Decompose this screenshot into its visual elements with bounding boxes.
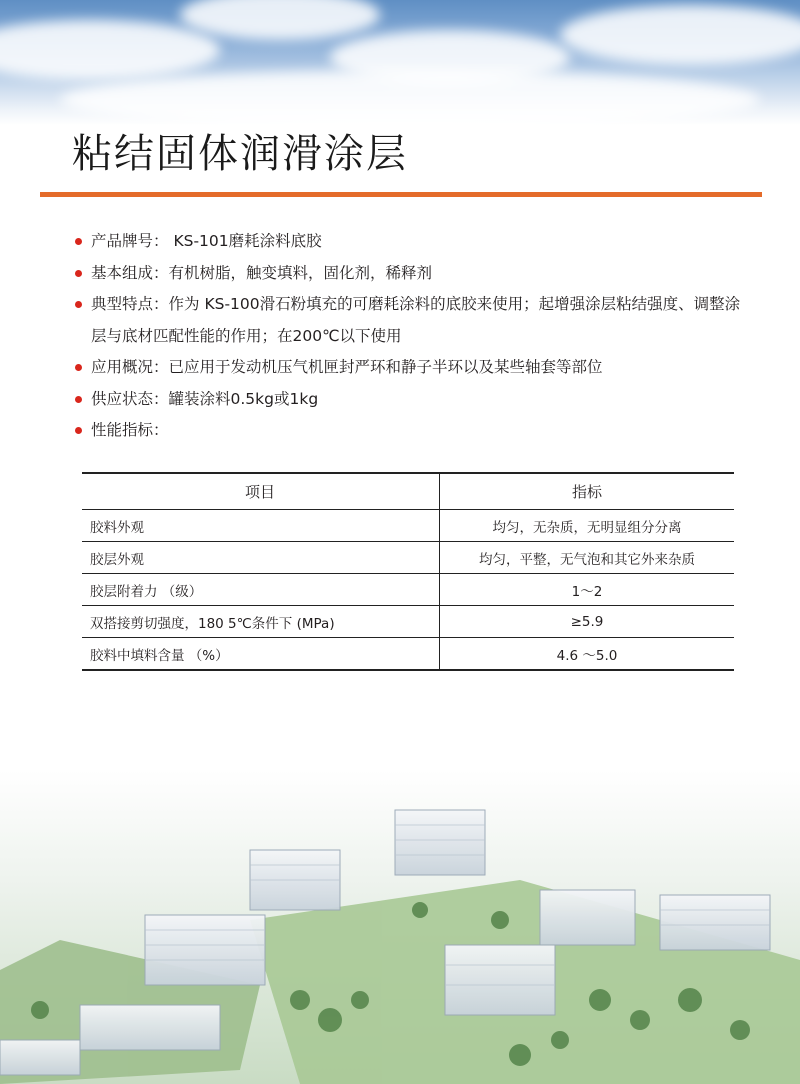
list-item bbox=[75, 289, 755, 352]
table-row bbox=[82, 638, 734, 671]
item-text: 有机树脂，触变填料，固化剂，稀释剂 bbox=[168, 263, 433, 282]
sky-banner bbox=[0, 0, 800, 125]
cell-item: 胶层附着力 （级） bbox=[82, 574, 440, 606]
table-header-row bbox=[82, 473, 734, 510]
bullet-icon bbox=[75, 427, 82, 434]
item-label: 供应状态： bbox=[91, 389, 169, 408]
item-label: 应用概况： bbox=[91, 358, 169, 376]
header-item: 项目 bbox=[82, 473, 440, 510]
list-item bbox=[75, 226, 755, 258]
item-label: 产品牌号： bbox=[91, 232, 169, 250]
campus-illustration bbox=[0, 770, 800, 1084]
table-row bbox=[82, 510, 734, 542]
cell-spec: 1～2 bbox=[440, 574, 735, 606]
bullet-icon bbox=[75, 238, 82, 245]
item-label: 基本组成： bbox=[91, 263, 169, 282]
table-row bbox=[82, 574, 734, 606]
spec-list bbox=[75, 226, 755, 447]
bullet-icon bbox=[75, 270, 82, 277]
bullet-icon bbox=[75, 301, 82, 308]
cell-spec: 4.6 ～5.0 bbox=[556, 647, 618, 664]
cell-spec: ≥5.9 bbox=[440, 606, 735, 638]
list-item bbox=[75, 352, 755, 384]
table-row bbox=[82, 606, 734, 638]
header-spec: 指标 bbox=[440, 473, 735, 510]
bullet-icon bbox=[75, 364, 82, 371]
item-text: 作为 KS-100滑石粉填充的可磨耗涂料的底胶来使用；起增强涂层粘结强度、调整涂层与底材匹配性能的作用；在200℃以下使用 bbox=[91, 295, 741, 345]
page-title: 粘结固体润滑涂层 bbox=[72, 131, 408, 177]
cell-item: 胶料外观 bbox=[82, 510, 440, 542]
cell-spec: 均匀，平整，无气泡和其它外来杂质 bbox=[440, 542, 735, 574]
cell-item: 胶层外观 bbox=[82, 542, 440, 574]
cell-item: 双搭接剪切强度，180 5℃条件下 (MPa) bbox=[82, 606, 440, 638]
list-item bbox=[75, 258, 755, 290]
item-text: 已应用于发动机压气机匣封严环和静子半环以及某些轴套等部位 bbox=[168, 358, 603, 376]
title-rule bbox=[40, 192, 762, 197]
cell-spec: 均匀，无杂质，无明显组分分离 bbox=[440, 510, 735, 542]
list-item bbox=[75, 384, 755, 416]
performance-table bbox=[82, 472, 734, 671]
table-row bbox=[82, 542, 734, 574]
item-text: 罐装涂料0.5kg或1kg bbox=[168, 389, 319, 408]
item-label: 性能指标： bbox=[91, 421, 169, 439]
bullet-icon bbox=[75, 396, 82, 403]
item-text: KS-101磨耗涂料底胶 bbox=[168, 232, 322, 250]
item-label: 典型特点： bbox=[91, 295, 169, 313]
cell-item: 胶料中填料含量 （%） bbox=[82, 638, 440, 671]
list-item bbox=[75, 415, 755, 447]
